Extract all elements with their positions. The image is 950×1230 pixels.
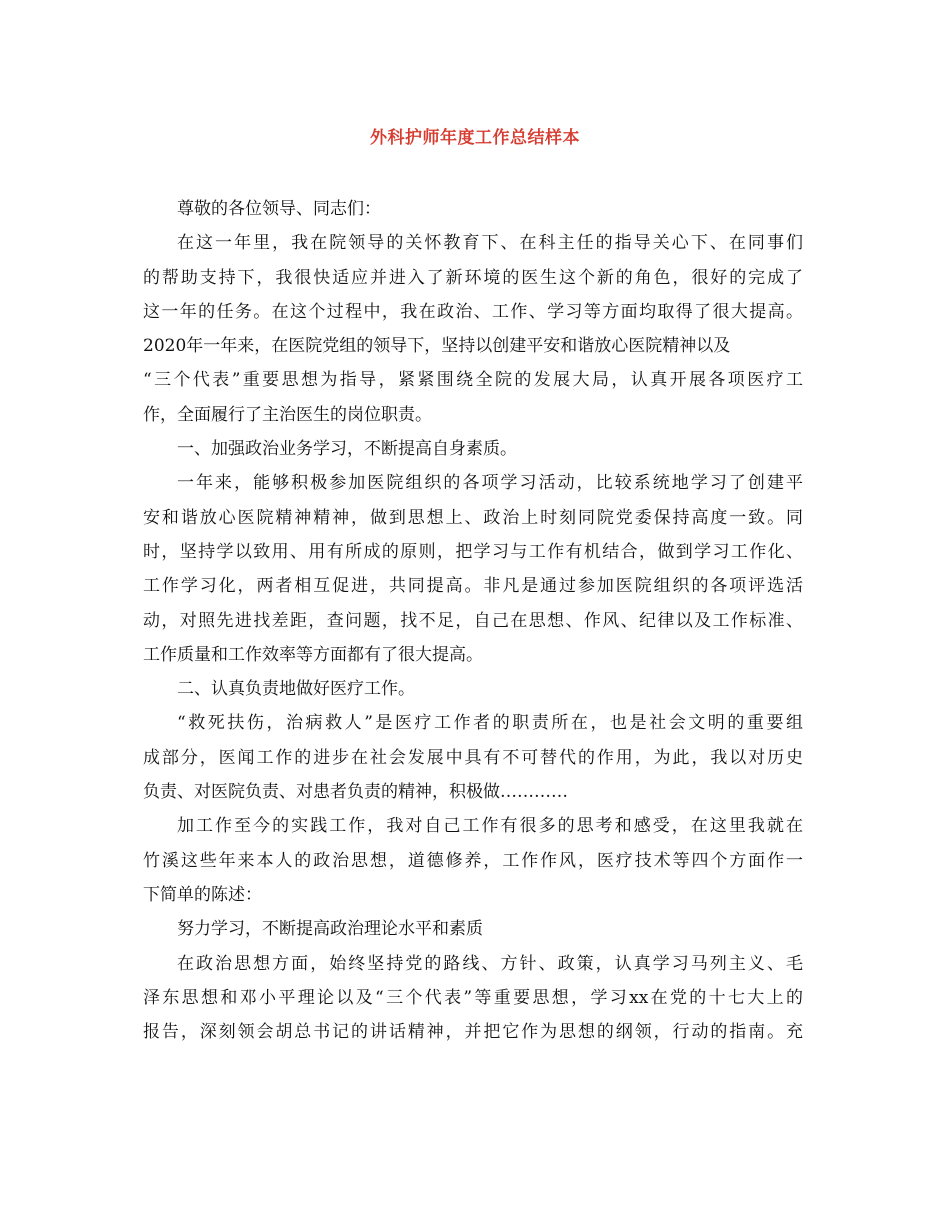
text-line: 成部分，医闻工作的进步在社会发展中具有不可替代的作用，为此，我以对历史 (143, 747, 803, 768)
text-line: 报告，深刻领会胡总书记的讲话精神，并把它作为思想的纲领，行动的指南。充 (143, 1022, 803, 1043)
text-line: 一年来，能够积极参加医院组织的各项学习活动，比较系统地学习了创建平 (177, 473, 803, 494)
text-line: 二、认真负责地做好医疗工作。 (177, 679, 415, 700)
text-line: 在政治思想方面，始终坚持党的路线、方针、政策，认真学习马列主义、毛 (177, 953, 803, 974)
text-line: 的帮助支持下，我很快适应并进入了新环境的医生这个新的角色，很好的完成了 (143, 267, 803, 288)
text-line: 这一年的任务。在这个过程中，我在政治、工作、学习等方面均取得了很大提高。 (143, 301, 803, 322)
document-title: 外科护师年度工作总结样本 (370, 128, 580, 148)
text-line: 加工作至今的实践工作，我对自己工作有很多的思考和感受，在这里我就在 (177, 816, 803, 837)
document-body (143, 192, 803, 1049)
text-line: 负责、对医院负责、对患者负责的精神，积极做………… (143, 782, 568, 803)
text-line: 泽东思想和邓小平理论以及“三个代表”等重要思想，学习xx在党的十七大上的 (143, 987, 803, 1008)
text-line: 在这一年里，我在院领导的关怀教育下、在科主任的指导关心下、在同事们 (177, 233, 803, 254)
text-line: 作，全面履行了主治医生的岗位职责。 (143, 404, 432, 425)
text-line: 工作质量和工作效率等方面都有了很大提高。 (143, 644, 483, 665)
text-line: 尊敬的各位领导、同志们： (177, 199, 381, 219)
text-line: 竹溪这些年来本人的政治思想，道德修养，工作作风，医疗技术等四个方面作一 (143, 850, 803, 871)
text-line: 一、加强政治业务学习，不断提高自身素质。 (177, 439, 517, 460)
text-line: 安和谐放心医院精神精神，做到思想上、政治上时刻同院党委保持高度一致。同 (143, 507, 803, 528)
text-line: 下简单的陈述： (143, 884, 262, 905)
text-line: 工作学习化，两者相互促进，共同提高。非凡是通过参加医院组织的各项评选活 (143, 576, 803, 597)
text-line: “三个代表”重要思想为指导，紧紧围绕全院的发展大局，认真开展各项医疗工 (143, 370, 803, 391)
text-line: 时，坚持学以致用、用有所成的原则，把学习与工作有机结合，做到学习工作化、 (143, 541, 803, 562)
text-line: 动，对照先进找差距，查问题，找不足，自己在思想、作风、纪律以及工作标准、 (143, 610, 803, 631)
text-line: 努力学习，不断提高政治理论水平和素质 (177, 919, 483, 940)
text-line: 2020年一年来，在医院党组的领导下，坚持以创建平安和谐放心医院精神以及 (143, 336, 731, 357)
text-line: “救死扶伤，治病救人”是医疗工作者的职责所在，也是社会文明的重要组 (177, 713, 803, 734)
